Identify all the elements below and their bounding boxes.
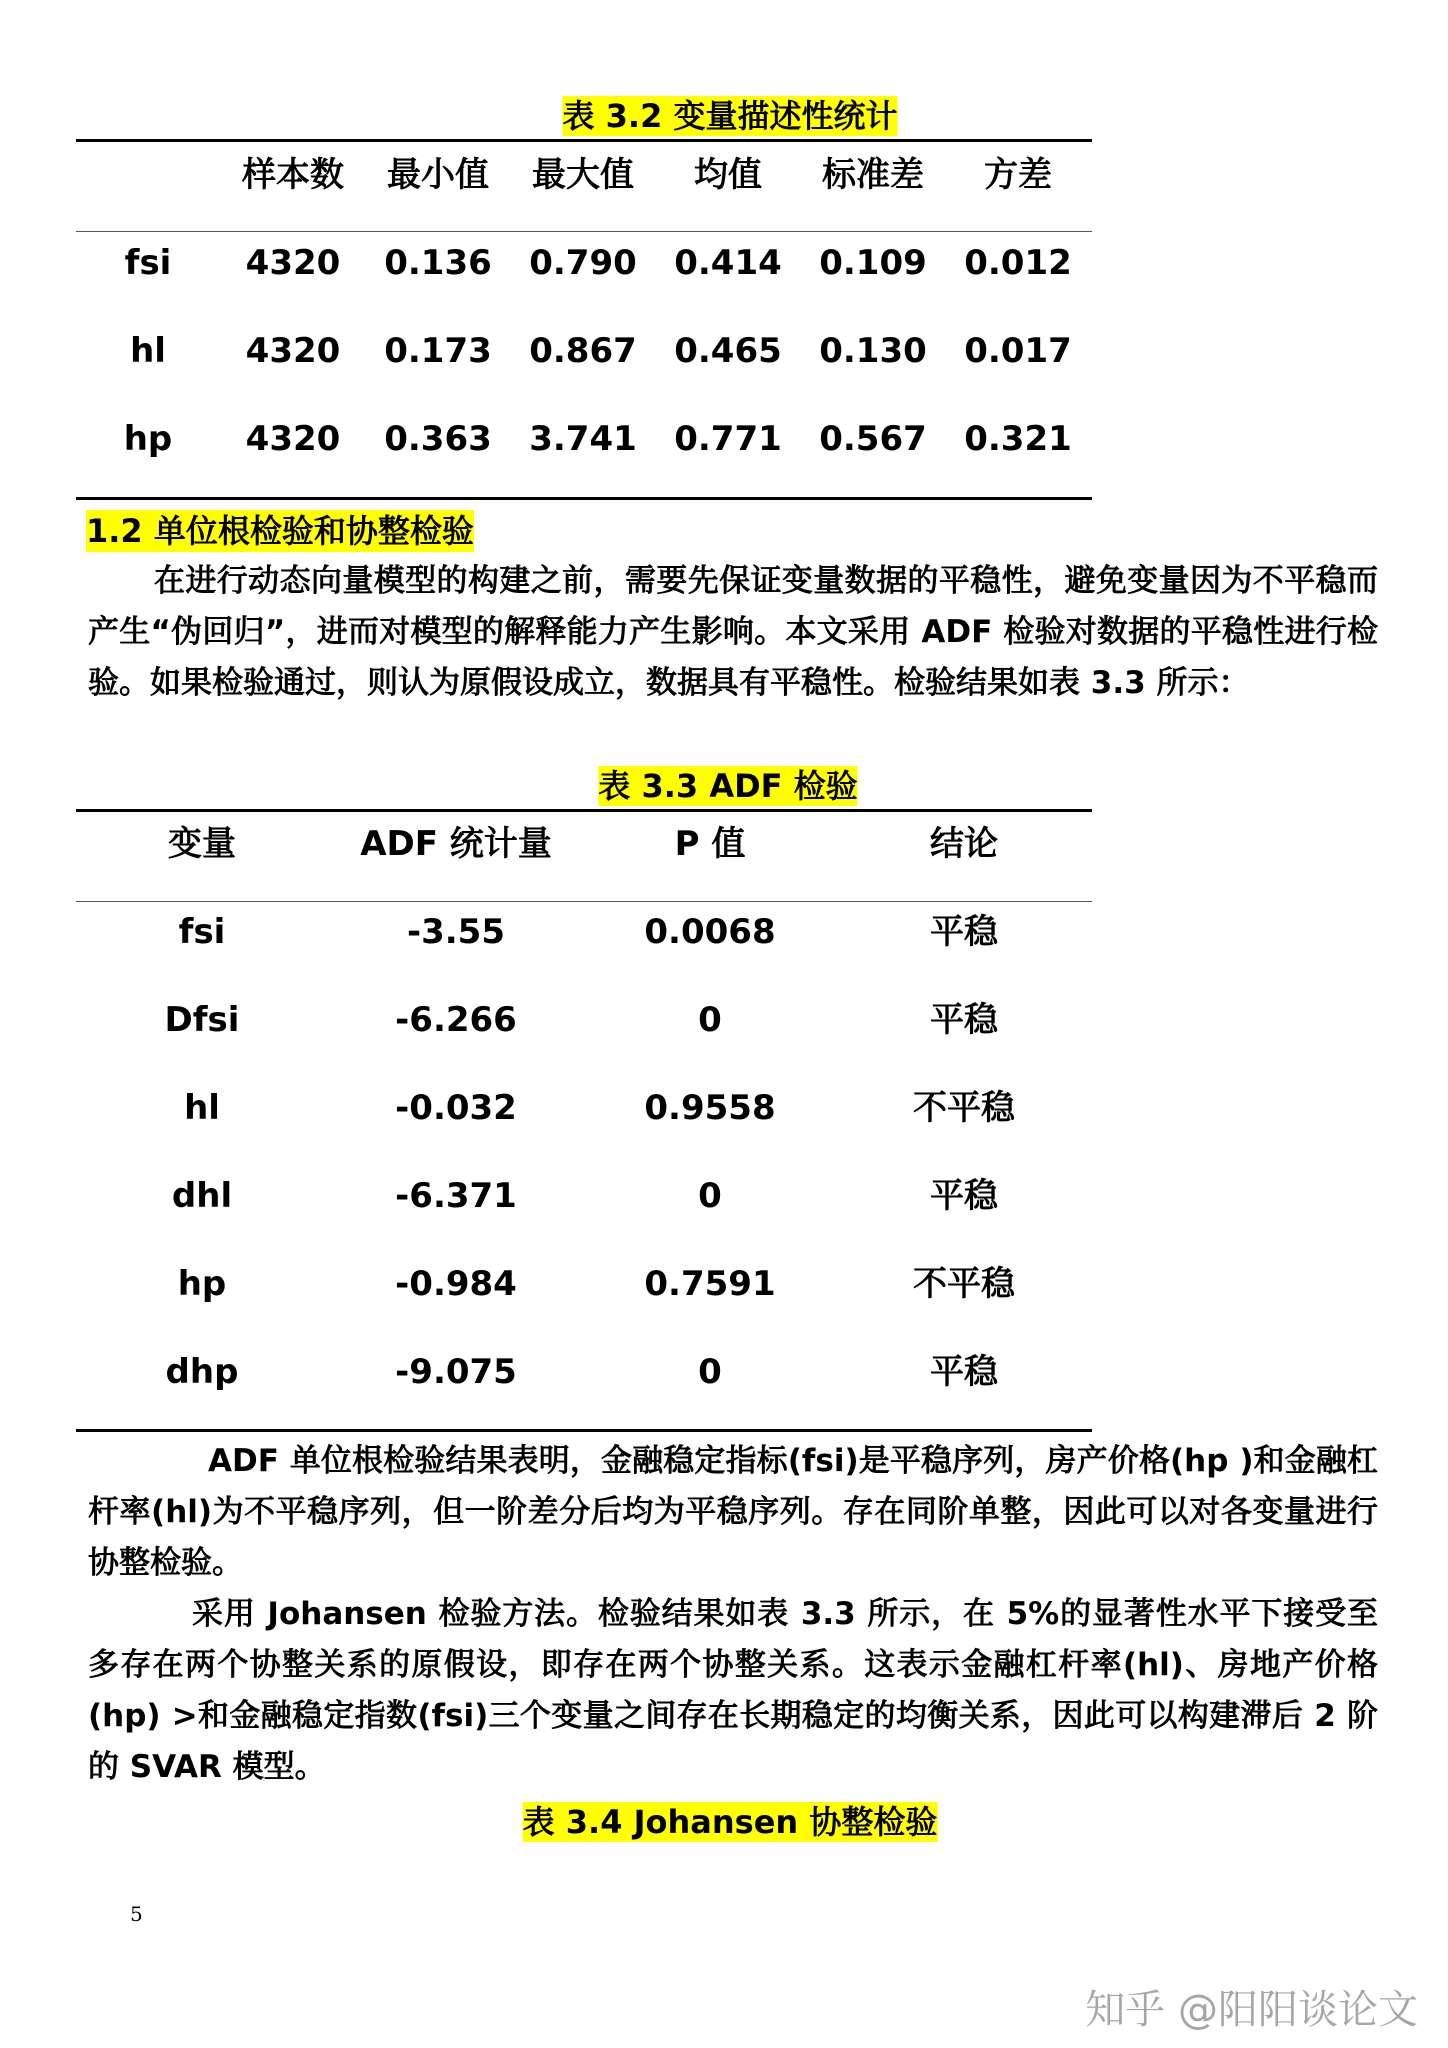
- table-3-3-cell: 不平稳: [913, 1264, 1015, 1304]
- table-3-4-caption: 表 3.4 Johansen 协整检验: [522, 1803, 938, 1841]
- table-3-2-cell: 0.567: [819, 419, 927, 459]
- table-3-3-header: 变量: [168, 824, 236, 864]
- table-3-2-cell: 0.414: [674, 243, 782, 283]
- table-3-2-cell: 4320: [245, 243, 341, 283]
- table-3-3-cell: -9.075: [395, 1352, 517, 1392]
- table-3-2-header: 样本数: [242, 155, 344, 195]
- table-3-3-cell: -0.032: [395, 1088, 517, 1128]
- johansen-paragraph: 采用 Johansen 检验方法。检验结果如表 3.3 所示，在 5%的显著性水平下接受至多存在两个协整关系的原假设，即存在两个协整关系。这表示金融杠杆率(hl)、房地产价格(hp) >和金融稳定指数(fsi)三个变量之间存在长期稳定的均衡关系，因此可以构建滞后 2 阶的 SVAR 模型。: [88, 1596, 1378, 1785]
- table-3-3-cell: 0.7591: [644, 1264, 776, 1304]
- table-3-3-bottom-rule: [76, 1429, 1092, 1432]
- table-3-3-cell: -0.984: [395, 1264, 517, 1304]
- table-3-3-cell: fsi: [178, 912, 226, 952]
- table-3-2-cell: 0.771: [674, 419, 782, 459]
- table-3-3-header: P 值: [674, 824, 746, 864]
- table-3-3-header-rule: [76, 901, 1092, 902]
- table-3-3-caption: 表 3.3 ADF 检验: [598, 767, 858, 805]
- table-3-2-header: 最小值: [387, 155, 489, 195]
- table-3-3-cell: -6.371: [395, 1176, 517, 1216]
- table-3-3-cell: hl: [184, 1088, 220, 1128]
- table-3-3-cell: 平稳: [930, 1176, 998, 1216]
- table-3-3-top-rule: [76, 809, 1092, 812]
- table-3-2-cell: 0.867: [529, 331, 637, 371]
- table-3-3-cell: dhl: [171, 1176, 233, 1216]
- table-3-2-cell: hl: [130, 331, 166, 371]
- table-3-2-cell: 0.130: [819, 331, 927, 371]
- table-3-3-cell: 0: [698, 1000, 722, 1040]
- watermark: 知乎 @阳阳谈论文: [1085, 1987, 1418, 2033]
- intro-paragraph: 在进行动态向量模型的构建之前，需要先保证变量数据的平稳性，避免变量因为不平稳而产生“伪回归”，进而对模型的解释能力产生影响。本文采用 ADF 检验对数据的平稳性进行检验。如果检验通过，则认为原假设成立，数据具有平稳性。检验结果如表 3.3 所示：: [88, 563, 1378, 701]
- table-3-3-cell: 不平稳: [913, 1088, 1015, 1128]
- table-3-3-cell: dhp: [165, 1352, 239, 1392]
- table-3-2-cell: fsi: [124, 243, 172, 283]
- table-3-2-caption: 表 3.2 变量描述性统计: [562, 97, 898, 135]
- table-3-2-cell: 0.465: [674, 331, 782, 371]
- table-3-3-header: ADF 统计量: [360, 824, 552, 864]
- table-3-2-cell: hp: [123, 419, 173, 459]
- table-3-2-cell: 0.017: [964, 331, 1072, 371]
- table-3-3-cell: 0.9558: [644, 1088, 776, 1128]
- table-3-2-bottom-rule: [76, 497, 1092, 500]
- table-3-2-cell: 0.173: [384, 331, 492, 371]
- table-3-3-cell: -6.266: [395, 1000, 517, 1040]
- table-3-2-header-rule: [76, 231, 1092, 232]
- table-3-3-header: 结论: [930, 824, 998, 864]
- table-3-2-cell: 0.321: [964, 419, 1072, 459]
- table-3-2-cell: 0.790: [529, 243, 637, 283]
- table-3-3-cell: hp: [177, 1264, 227, 1304]
- table-3-3-cell: 0.0068: [644, 912, 776, 952]
- table-3-2-cell: 3.741: [529, 419, 637, 459]
- table-3-3-cell: 平稳: [930, 1000, 998, 1040]
- table-3-2-cell: 0.363: [384, 419, 492, 459]
- table-3-2-header: 标准差: [822, 155, 924, 195]
- table-3-2-top-rule: [76, 139, 1092, 142]
- adf-result-paragraph: ADF 单位根检验结果表明，金融稳定指标(fsi)是平稳序列，房产价格(hp )和金融杠杆率(hl)为不平稳序列，但一阶差分后均为平稳序列。存在同阶单整，因此可以对各变量进行协整检验。: [88, 1443, 1378, 1581]
- table-3-2-cell: 0.136: [384, 243, 492, 283]
- table-3-3-cell: 0: [698, 1352, 722, 1392]
- table-3-3-cell: Dfsi: [164, 1000, 240, 1040]
- page-number: 5: [130, 1902, 143, 1926]
- table-3-2-header: 方差: [984, 155, 1052, 195]
- table-3-3-cell: 0: [698, 1176, 722, 1216]
- section-heading: 1.2 单位根检验和协整检验: [86, 512, 474, 550]
- table-3-2-header: 最大值: [532, 155, 634, 195]
- table-3-2-cell: 4320: [245, 419, 341, 459]
- table-3-2-cell: 4320: [245, 331, 341, 371]
- table-3-3-cell: -3.55: [407, 912, 505, 952]
- table-3-2-header: 均值: [694, 155, 762, 195]
- table-3-2-cell: 0.109: [819, 243, 927, 283]
- table-3-3-cell: 平稳: [930, 912, 998, 952]
- table-3-2-cell: 0.012: [964, 243, 1072, 283]
- table-3-3-cell: 平稳: [930, 1352, 998, 1392]
